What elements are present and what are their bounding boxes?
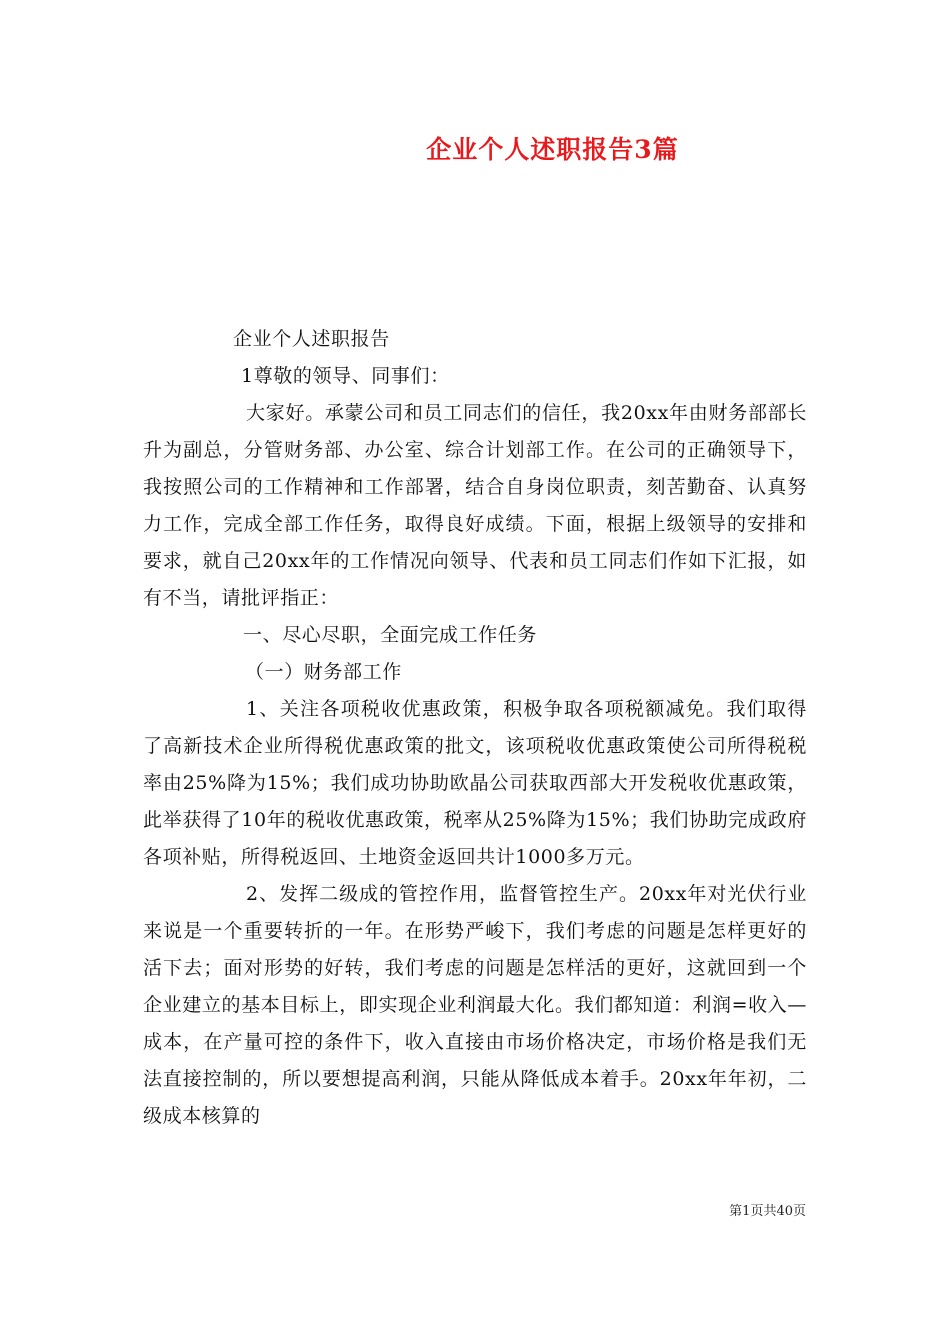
document-body [143,321,807,1135]
heading-finance-dept: （一）财务部工作 [245,661,402,683]
section-heading: 企业个人述职报告 [233,328,390,350]
salutation: 1尊敬的领导、同事们： [241,365,450,387]
document-title: 企业个人述职报告3篇 [426,135,679,164]
page-number: 第1页共40页 [729,1204,806,1219]
paragraph-tax: 1、关注各项税收优惠政策，积极争取各项税额减免。我们取得了高新技术企业所得税优惠政策的批文，该项税收优惠政策使公司所得税税率由25%降为15%；我们成功协助欧晶公司获取西部大开发税收优惠政策，此举获得了10年的税收优惠政策，税率从25%降为15%；我们协助完成政府各项补贴，所得税返回、土地资金返回共计1000多万元。 [143,698,807,868]
heading-section-one: 一、尽心尽职，全面完成工作任务 [243,624,538,646]
paragraph-cost-control: 2、发挥二级成的管控作用，监督管控生产。20xx年对光伏行业来说是一个重要转折的一年。在形势严峻下，我们考虑的问题是怎样更好的活下去；面对形势的好转，我们考虑的问题是怎样活的更好，这就回到一个企业建立的基本目标上，即实现企业利润最大化。我们都知道：利润=收入—成本，在产量可控的条件下，收入直接由市场价格决定，市场价格是我们无法直接控制的，所以要想提高利润，只能从降低成本着手。20xx年年初，二级成本核算的 [143,883,807,1127]
paragraph-intro: 大家好。承蒙公司和员工同志们的信任，我20xx年由财务部部长升为副总，分管财务部、办公室、综合计划部工作。在公司的正确领导下，我按照公司的工作精神和工作部署，结合自身岗位职责，刻苦勤奋、认真努力工作，完成全部工作任务，取得良好成绩。下面，根据上级领导的安排和要求，就自己20xx年的工作情况向领导、代表和员工同志们作如下汇报，如有不当，请批评指正： [143,402,807,609]
